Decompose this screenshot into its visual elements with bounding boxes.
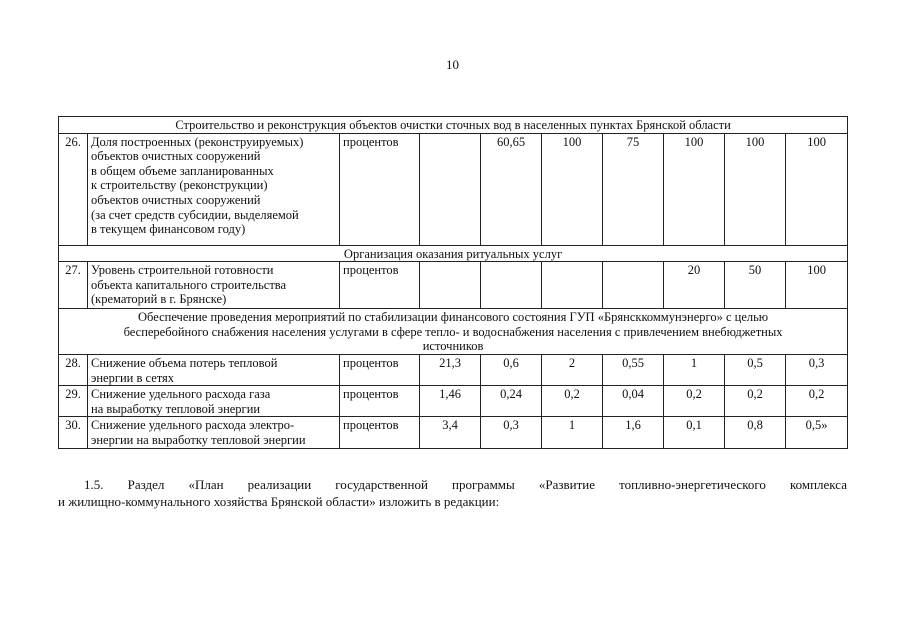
value-cell (420, 133, 481, 245)
value-cell: 100 (786, 133, 848, 245)
row-number: 27. (59, 262, 88, 309)
value-cell: 3,4 (420, 417, 481, 448)
value-cell: 0,2 (725, 386, 786, 417)
table-row (59, 417, 848, 448)
value-cell: 0,04 (603, 386, 664, 417)
indicator-name (88, 386, 340, 417)
value-cell: 0,55 (603, 354, 664, 385)
indicator-name-line: в общем объеме запланированных (91, 163, 274, 178)
value-cell: 21,3 (420, 354, 481, 385)
value-cell: 50 (725, 262, 786, 309)
table-row (59, 386, 848, 417)
unit-cell: процентов (340, 262, 420, 309)
indicator-name-line: энергии в сетях (91, 370, 175, 385)
paragraph-line: 1.5. Раздел «План реализации государственной программы «Развитие топливно-энергетического комплекса (84, 477, 847, 492)
value-cell: 0,1 (664, 417, 725, 448)
value-cell (481, 262, 542, 309)
value-cell: 2 (542, 354, 603, 385)
row-number: 26. (59, 133, 88, 245)
page-number: 10 (446, 57, 459, 72)
value-cell: 0,8 (725, 417, 786, 448)
value-cell: 0,5 (725, 354, 786, 385)
section-title-line: бесперебойного снабжения населения услугами в сфере тепло- и водоснабжения населения с привлечением внебюджетных (123, 324, 783, 339)
value-cell: 100 (786, 262, 848, 309)
indicator-name-line: на выработку тепловой энергии (91, 401, 261, 416)
unit-cell: процентов (340, 133, 420, 245)
value-cell: 0,5» (786, 417, 848, 448)
value-cell: 1,6 (603, 417, 664, 448)
value-cell: 100 (664, 133, 725, 245)
value-cell: 1,46 (420, 386, 481, 417)
value-cell: 100 (725, 133, 786, 245)
value-cell: 100 (542, 133, 603, 245)
value-cell: 1 (664, 354, 725, 385)
value-cell: 0,2 (786, 386, 848, 417)
row-number: 28. (59, 354, 88, 385)
indicator-name (88, 354, 340, 385)
table-row (59, 133, 848, 245)
table-row (59, 262, 848, 309)
row-number: 30. (59, 417, 88, 448)
value-cell: 0,2 (542, 386, 603, 417)
section-header-row (59, 245, 848, 262)
value-cell: 1 (542, 417, 603, 448)
section-title: Строительство и реконструкция объектов очистки сточных вод в населенных пунктах Брянской области (59, 117, 848, 134)
section-header-row (59, 309, 848, 355)
indicator-name (88, 417, 340, 448)
indicator-name-line: к строительству (реконструкции) (91, 178, 268, 193)
value-cell (603, 262, 664, 309)
indicator-name-line: объектов очистных сооружений (91, 192, 261, 207)
value-cell: 60,65 (481, 133, 542, 245)
indicator-name-line: объектов очистных сооружений (91, 149, 261, 164)
paragraph-line: и жилищно-коммунального хозяйства Брянской области» изложить в редакции: (58, 494, 500, 509)
indicator-name (88, 262, 340, 309)
indicator-name-line: (крематорий в г. Брянске) (91, 292, 227, 307)
indicator-name-line: (за счет средств субсидии, выделяемой (91, 207, 299, 222)
value-cell: 0,3 (481, 417, 542, 448)
unit-cell: процентов (340, 417, 420, 448)
indicator-name-line: Уровень строительной готовности (91, 263, 274, 278)
section-title-line: источников (422, 339, 484, 354)
indicator-name (88, 133, 340, 245)
value-cell (542, 262, 603, 309)
indicators-table (58, 116, 848, 449)
section-title-line: Обеспечение проведения мероприятий по стабилизации финансового состояния ГУП «Брянсккоммунэнерго» с целью (138, 310, 769, 325)
value-cell: 0,6 (481, 354, 542, 385)
section-title (59, 309, 848, 355)
row-number: 29. (59, 386, 88, 417)
table-row (59, 354, 848, 385)
indicator-name-line: Снижение удельного расхода газа (91, 387, 271, 402)
unit-cell: процентов (340, 386, 420, 417)
section-title: Организация оказания ритуальных услуг (59, 245, 848, 262)
value-cell: 0,24 (481, 386, 542, 417)
indicator-name-line: Снижение удельного расхода электро- (91, 418, 295, 433)
indicator-name-line: объекта капитального строительства (91, 277, 287, 292)
value-cell: 0,2 (664, 386, 725, 417)
indicator-name-line: энергии на выработку тепловой энергии (91, 432, 306, 447)
value-cell: 0,3 (786, 354, 848, 385)
value-cell (420, 262, 481, 309)
indicator-name-line: в текущем финансовом году) (91, 222, 246, 237)
value-cell: 20 (664, 262, 725, 309)
unit-cell: процентов (340, 354, 420, 385)
amendment-paragraph (58, 476, 847, 510)
value-cell: 75 (603, 133, 664, 245)
section-header-row (59, 117, 848, 134)
indicator-name-line: Доля построенных (реконструируемых) (91, 134, 304, 149)
indicator-name-line: Снижение объема потерь тепловой (91, 355, 278, 370)
